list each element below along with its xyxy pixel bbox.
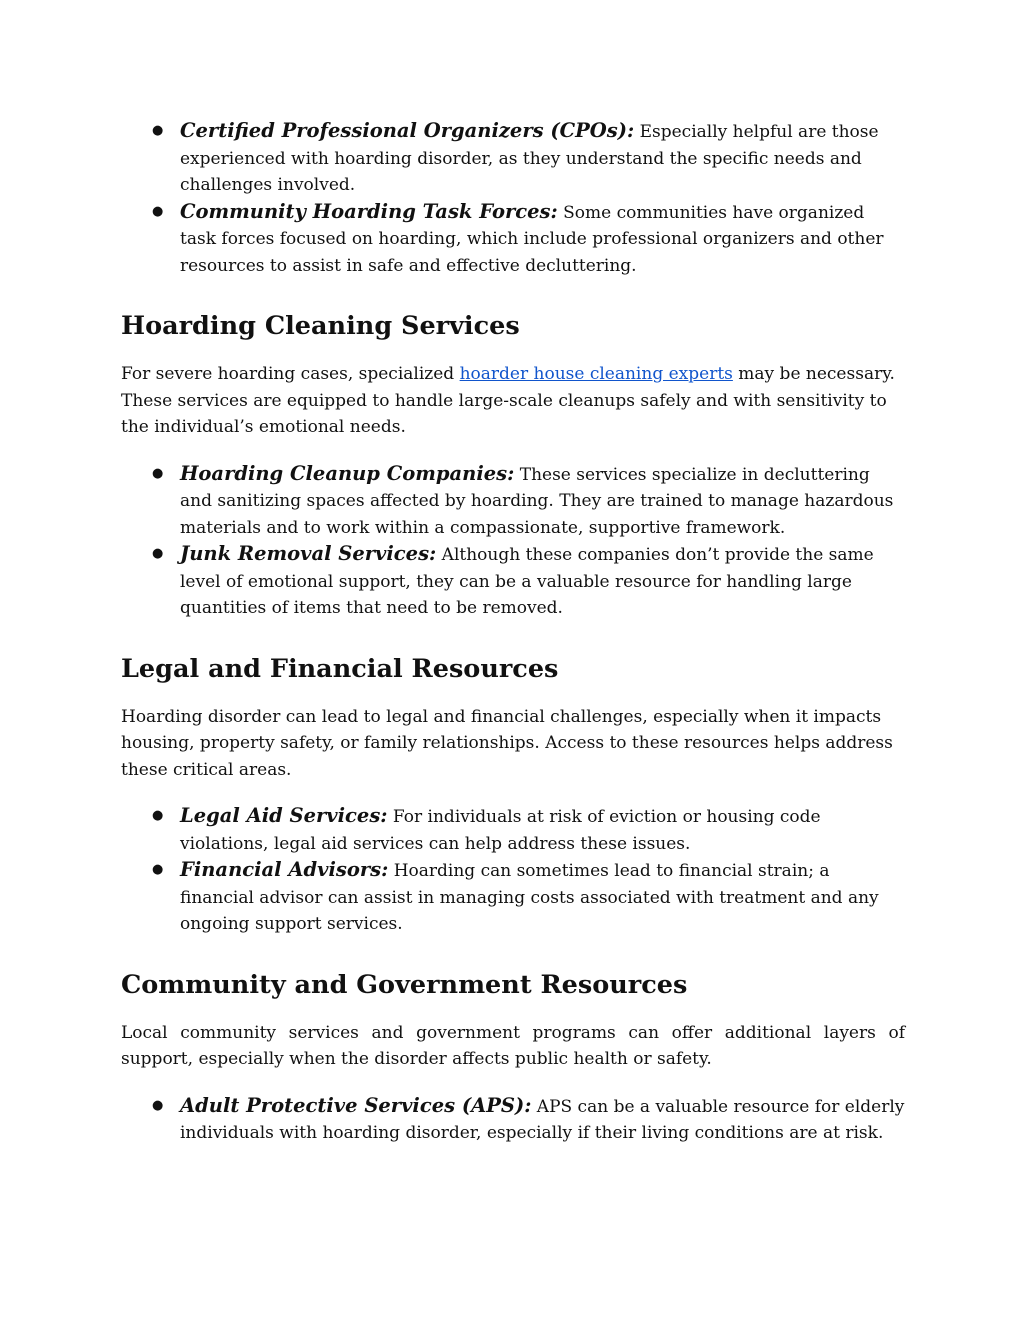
- list-item-text: Hoarding can sometimes lead to financial strain; a financial advisor can assist in managing costs associated with treatment and any ongoing support services.: [180, 861, 879, 934]
- section-paragraph: [121, 361, 905, 441]
- bullet-icon: ●: [152, 808, 164, 823]
- list-item-text: Some communities have organized task forces focused on hoarding, which include professional organizers and other resources to assist in safe and effective decluttering.: [180, 202, 884, 276]
- list-item-term: Adult Protective Services (APS):: [180, 1093, 532, 1117]
- paragraph-text: For severe hoarding cases, specialized: [121, 364, 460, 384]
- list-item-term: Financial Advisors:: [180, 858, 389, 881]
- list-item-term: Hoarding Cleanup Companies:: [180, 461, 515, 485]
- list-item-text: These services specialize in decluttering and sanitizing spaces affected by hoarding. They are trained to manage hazardous materials and to work within a compassionate, supportive framework.: [180, 464, 894, 538]
- list-item-text: Although these companies don’t provide the same level of emotional support, they can be a valuable resource for handling large quantities of items that need to be removed.: [180, 545, 874, 618]
- list-item-term: Certified Professional Organizers (CPOs):: [180, 119, 635, 142]
- list-item: [152, 118, 905, 199]
- section-heading-legal-financial: Legal and Financial Resources: [121, 653, 559, 684]
- list-item-text: For individuals at risk of eviction or housing code violations, legal aid services can help address these issues.: [180, 807, 821, 854]
- list-item: [152, 541, 905, 622]
- list-item-term: Legal Aid Services:: [180, 804, 388, 827]
- list-item-text: Especially helpful are those experienced with hoarding disorder, as they understand the specific needs and challenges involved.: [180, 122, 879, 195]
- bullet-icon: ●: [152, 546, 164, 561]
- section-paragraph: Hoarding disorder can lead to legal and financial challenges, especially when it impacts housing, property safety, or family relationships. Access to these resources helps address these critical areas.: [121, 706, 893, 780]
- bullet-icon: ●: [152, 1097, 164, 1113]
- hoarding-cleaning-list: [121, 461, 905, 622]
- bullet-icon: ●: [152, 465, 164, 481]
- section-heading-hoarding-cleaning: Hoarding Cleaning Services: [121, 311, 520, 341]
- list-item: [152, 461, 905, 542]
- bullet-icon: ●: [152, 123, 164, 138]
- intro-list: [121, 118, 905, 279]
- bullet-icon: ●: [152, 203, 164, 219]
- list-item-term: Community Hoarding Task Forces:: [180, 199, 558, 223]
- legal-financial-list: [121, 803, 905, 938]
- list-item: [152, 803, 905, 857]
- list-item-text: APS can be a valuable resource for elderly individuals with hoarding disorder, especially if their living conditions are at risk.: [180, 1096, 905, 1143]
- list-item: [152, 857, 905, 938]
- section-paragraph: Local community services and government programs can offer additional layers of support, especially when the disorder affects public health or safety.: [121, 1022, 905, 1069]
- list-item: [152, 1093, 905, 1147]
- bullet-icon: ●: [152, 862, 164, 877]
- community-government-list: [121, 1093, 905, 1147]
- document-page: [121, 118, 905, 1147]
- list-item: [152, 199, 905, 280]
- paragraph-text: may be necessary. These services are equipped to handle large-scale cleanups safely and with sensitivity to the individual’s emotional needs.: [121, 364, 895, 437]
- hoarder-house-cleaning-link[interactable]: hoarder house cleaning experts: [459, 364, 733, 384]
- section-heading-community-government: Community and Government Resources: [121, 969, 688, 1000]
- list-item-term: Junk Removal Services:: [180, 542, 437, 565]
